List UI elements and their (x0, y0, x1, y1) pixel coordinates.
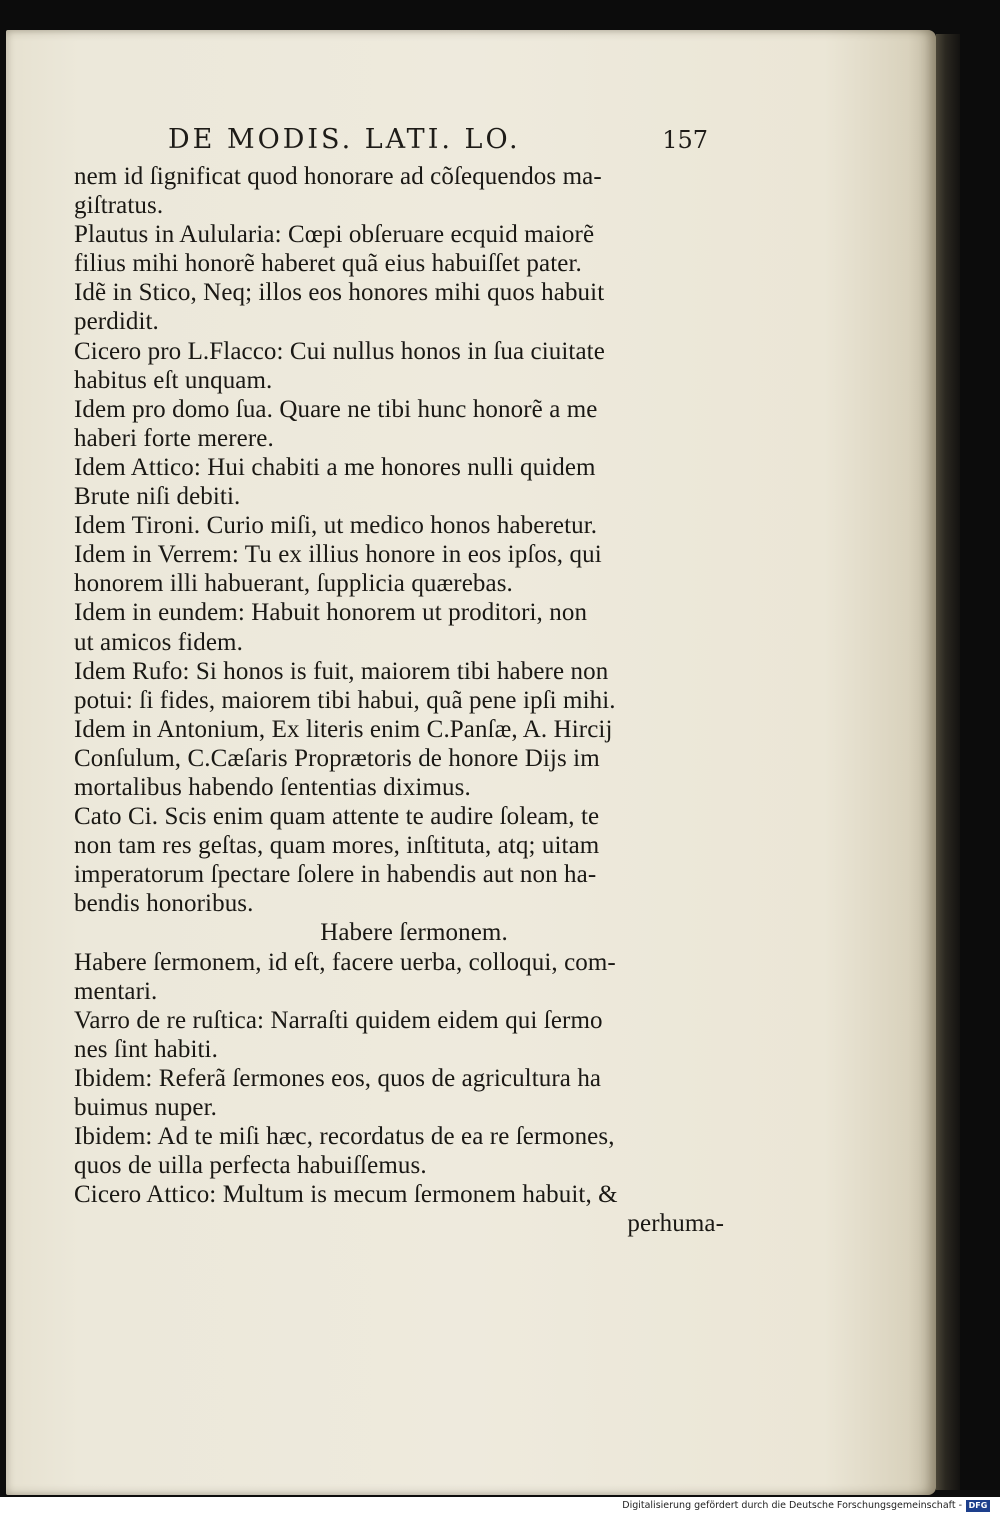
section-heading: Habere ſermonem. (320, 919, 508, 947)
text-line: nem id ſignificat quod honorare ad cõſequendos ma- (74, 163, 602, 190)
catchword: perhuma- (627, 1210, 724, 1238)
running-head (168, 124, 718, 164)
text-line: Idem Rufo: Si honos is fuit, maiorem tibi habere non (74, 657, 609, 685)
text-line: Idem pro domo ſua. Quare ne tibi hunc honorẽ a me (74, 395, 598, 423)
text-line: nes ſint habiti. (74, 1035, 218, 1063)
text-line: Idem in eundem: Habuit honorem ut proditori, non (74, 599, 588, 627)
text-line: Varro de re ruſtica: Narraſti quidem eidem qui ſermo (74, 1006, 603, 1034)
text-line: perdidit. (74, 308, 159, 336)
dfg-logo: DFG (966, 1500, 990, 1512)
digitization-footer (0, 1497, 1000, 1516)
page-number: 157 (662, 126, 708, 154)
text-line: habitus eſt unquam. (74, 366, 273, 394)
text-line: imperatorum ſpectare ſolere in habendis aut non ha- (74, 861, 597, 889)
text-line: haberi forte merere. (74, 424, 274, 452)
text-line: Idem in Verrem: Tu ex illius honore in eos ipſos, qui (74, 541, 602, 569)
text-line: Idem in Antonium, Ex literis enim C.Panſæ, A. Hircij (74, 715, 613, 743)
funding-credit: Digitalisierung gefördert durch die Deutsche Forschungsgemeinschaft - (622, 1500, 962, 1511)
text-line: Idẽ in Stico, Neq; illos eos honores mihi quos habuit (74, 279, 605, 307)
text-line: quos de uilla perfecta habuiſſemus. (74, 1152, 427, 1180)
text-line: Idem Attico: Hui chabiti a me honores nulli quidem (74, 453, 596, 481)
text-line: bendis honoribus. (74, 890, 254, 918)
text-line: Brute niſi debiti. (74, 483, 241, 511)
text-line: buimus nuper. (74, 1094, 217, 1121)
text-line: Habere ſermonem, id eſt, facere uerba, colloqui, com- (74, 948, 616, 976)
text-line: filius mihi honorẽ haberet quã eius habuiſſet pater. (74, 250, 582, 278)
page-edge-shadow (936, 34, 960, 1490)
text-line: honorem illi habuerant, ſupplicia quærebas. (74, 570, 513, 598)
text-line: Ibidem: Referã ſermones eos, quos de agricultura ha (74, 1064, 602, 1092)
text-line: mentari. (74, 977, 158, 1005)
text-line: Cicero pro L.Flacco: Cui nullus honos in ſua ciuitate (74, 337, 605, 365)
text-line: Conſulum, C.Cæſaris Proprætoris de honore Dijs im (74, 744, 600, 772)
text-line: mortalibus habendo ſententias diximus. (74, 773, 471, 801)
text-line: non tam res geſtas, quam mores, inſtituta, atq; uitam (74, 832, 600, 860)
text-line: potui: ſi fides, maiorem tibi habui, quã pene ipſi mihi. (74, 686, 616, 714)
text-line: Cicero Attico: Multum is mecum ſermonem habuit, & (74, 1181, 618, 1209)
text-line: Idem Tironi. Curio miſi, ut medico honos haberetur. (74, 512, 598, 540)
text-line: Cato Ci. Scis enim quam attente te audire ſoleam, te (74, 803, 600, 831)
text-line: giſtratus. (74, 192, 164, 220)
text-block (74, 162, 724, 1238)
text-line: ut amicos fidem. (74, 628, 243, 656)
text-line: Ibidem: Ad te miſi hæc, recordatus de ea re ſermones, (74, 1123, 615, 1151)
text-line: Plautus in Aulularia: Cœpi obſeruare ecquid maiorẽ (74, 221, 595, 249)
running-title: DE MODIS. LATI. LO. (168, 124, 521, 155)
